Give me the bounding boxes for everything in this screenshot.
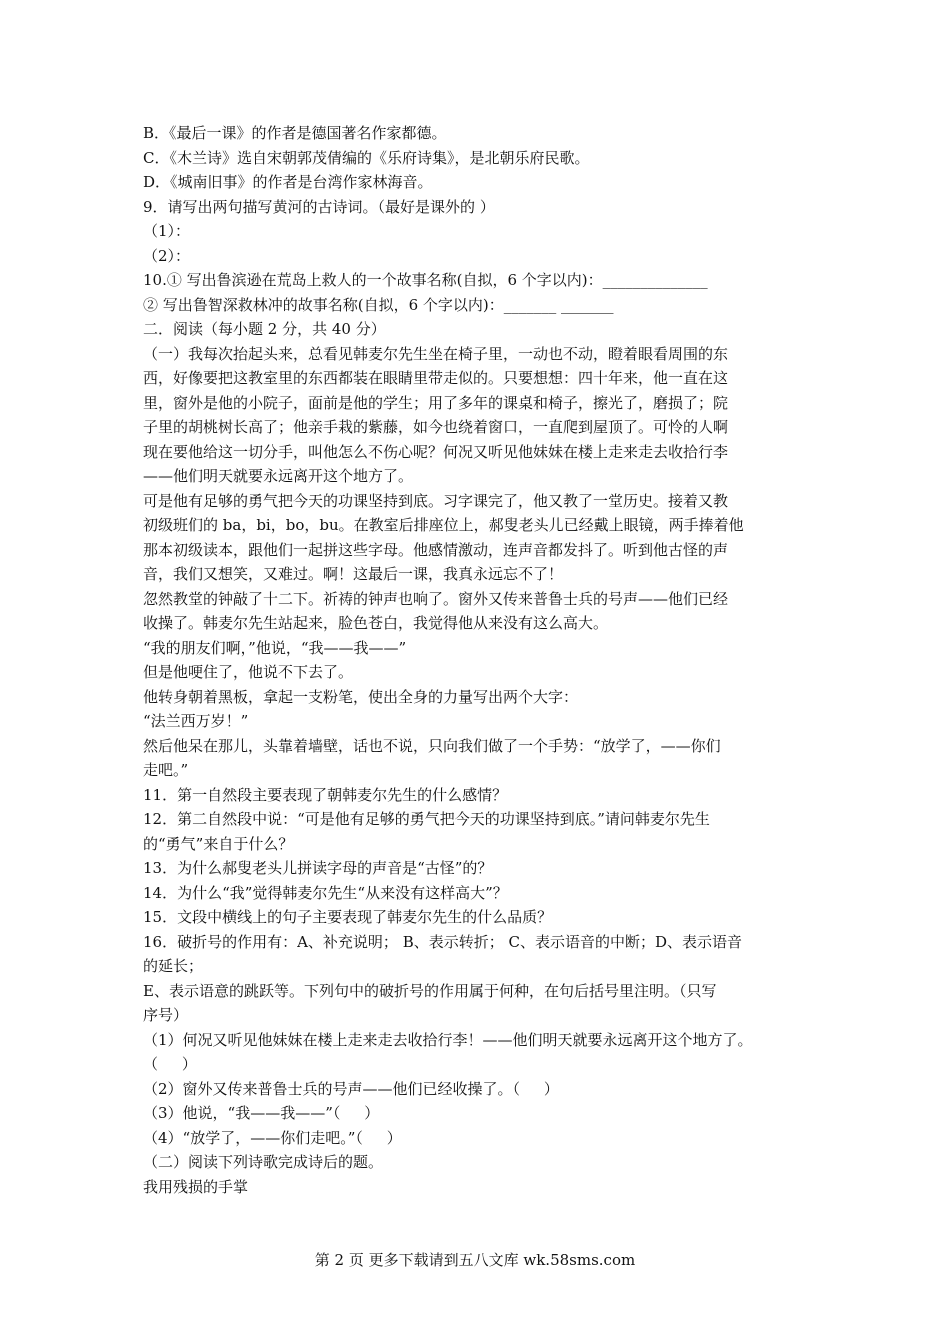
passage-line: 那本初级读本，跟他们一起拼这些字母。他感情激动，连声音都发抖了。听到他古怪的声 [143,540,729,559]
passage-line: 初级班们的 ba，bi，bo，bu。在教室后排座位上，郝叟老头儿已经戴上眼镜，两手捧着他 [143,516,744,534]
item-16-3: （3）他说，“我——我——”（ ） [143,1104,380,1122]
question-16-cont: 序号） [143,1006,189,1024]
document-body [143,121,823,1199]
section-heading-reading: 二．阅读（每小题 2 分，共 40 分） [143,320,386,338]
option-b: B．《最后一课》的作者是德国著名作家都德。 [143,124,447,142]
passage-line: ——他们明天就要永远离开这个地方了。 [143,467,414,485]
item-16-4: （4）“放学了，——你们走吧。”（ ） [143,1128,402,1147]
passage-line: （一）我每次抬起头来，总看见韩麦尔先生坐在椅子里，一动也不动，瞪着眼看周围的东 [143,344,729,363]
passage-line: 但是他哽住了，他说不下去了。 [143,663,354,681]
passage-line: 里，窗外是他的小院子，面前是他的学生；用了多年的课桌和椅子，擦光了，磨损了；院 [143,393,729,412]
passage-line: 现在要他给这一切分手，叫他怎么不伤心呢？何况又听见他妹妹在楼上走来走去收拾行李 [143,442,729,461]
option-c: C．《木兰诗》选自宋朝郭茂倩编的《乐府诗集》，是北朝乐府民歌。 [143,148,590,167]
question-16-cont: 的延长； [143,957,204,975]
item-16-1: （1）何况又听见他妹妹在楼上走来走去收拾行李！——他们明天就要永远离开这个地方了。 [143,1030,753,1049]
question-10-1: 10.① 写出鲁滨逊在荒岛上救人的一个故事名称(自拟，6 个字以内)：______________ [143,271,708,289]
passage-line: 收操了。韩麦尔先生站起来，脸色苍白，我觉得他从来没有这么高大。 [143,614,609,632]
question-16: 16．破折号的作用有：A、补充说明； B、表示转折； C、表示语音的中断；D、表示语音 [143,932,742,951]
passage-line: 可是他有足够的勇气把今天的功课坚持到底。习字课完了，他又教了一堂历史。接着又教 [143,491,729,510]
passage-line: “我的朋友们啊，”他说，“我——我——” [143,638,407,657]
passage-line: “法兰西万岁！” [143,712,249,730]
item-16-2: （2）窗外又传来普鲁士兵的号声——他们已经收操了。（ ） [143,1079,559,1098]
passage-line: 子里的胡桃树长高了；他亲手栽的紫藤，如今也绕着窗口，一直爬到屋顶了。可怜的人啊 [143,418,729,436]
question-13: 13．为什么郝叟老头儿拼读字母的声音是“古怪”的？ [143,859,493,877]
passage-line: 他转身朝着黑板，拿起一支粉笔，使出全身的力量写出两个大字： [143,687,579,706]
passage-line: 音，我们又想笑，又难过。啊！这最后一课，我真永远忘不了！ [143,565,564,583]
question-11: 11．第一自然段主要表现了朝韩麦尔先生的什么感情？ [143,785,508,804]
question-12-cont: 的“勇气”来自于什么？ [143,834,294,853]
passage-line: 西，好像要把这教室里的东西都装在眼睛里带走似的。只要想想：四十年来，他一直在这 [143,369,729,387]
question-16-cont: E、表示语意的跳跃等。下列句中的破折号的作用属于何种，在句后括号里注明。（只写 [143,981,717,1000]
passage-line: 然后他呆在那儿，头靠着墙壁，话也不说，只向我们做了一个手势：“放学了，——你们 [143,736,721,755]
section-heading-poem: （二）阅读下列诗歌完成诗后的题。 [143,1153,384,1171]
question-14: 14．为什么“我”觉得韩麦尔先生“从来没有这样高大”？ [143,883,508,902]
passage-line: 忽然教堂的钟敲了十二下。祈祷的钟声也响了。窗外又传来普鲁士兵的号声——他们已经 [143,589,729,608]
question-9: 9．请写出两句描写黄河的古诗词。（最好是课外的 ） [143,197,495,216]
passage-line: 走吧。” [143,761,189,779]
question-10-2: ② 写出鲁智深救林冲的故事名称(自拟，6 个字以内)：_______ _______ [143,295,614,314]
answer-9-1: （1）： [143,222,191,240]
poem-title: 我用残损的手掌 [143,1177,249,1196]
answer-9-2: （2）： [143,246,191,265]
page-footer: 第 2 页 更多下载请到五八文库 wk.58sms.com [314,1251,636,1269]
question-15: 15．文段中横线上的句子主要表现了韩麦尔先生的什么品质？ [143,908,553,926]
option-d: D．《城南旧事》的作者是台湾作家林海音。 [143,173,433,191]
question-12: 12．第二自然段中说：“可是他有足够的勇气把今天的功课坚持到底。”请问韩麦尔先生 [143,810,710,828]
item-16-1-blank: （ ） [143,1055,197,1073]
